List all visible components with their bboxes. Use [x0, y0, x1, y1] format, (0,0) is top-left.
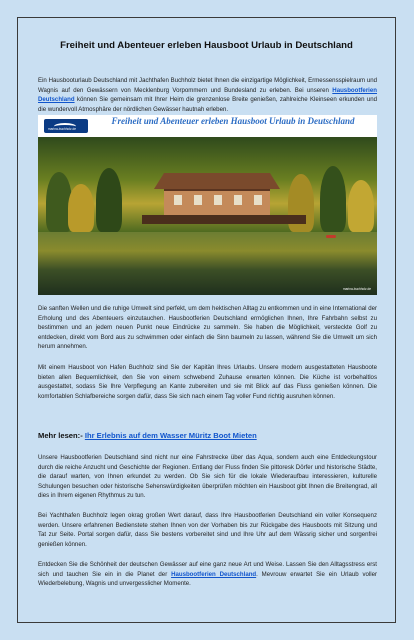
tree	[348, 180, 374, 232]
image-banner	[38, 115, 377, 137]
hausbootferien-link-2[interactable]: Hausbootferien Deutschland	[171, 570, 257, 578]
tree	[320, 166, 346, 232]
paragraph-3: Mit einem Hausboot von Hafen Buchholz sind Sie der Kapitän Ihres Urlaubs. Unsere modern ausgestatteten Hausboote bieten allen Bequemlichkeit, den Sie von einem schwebend Zuhause erwarten können. Die Küche ist vorbehaltlos ausgestattet, sodass Sie Ihre Verpflegung an Kante zubereiten und sie mit Blick auf das Fluss genießen können. Die komfortablen Schlafbereiche sorgen dafür, dass Sie sich nach einem Tag voller Fund richtig ausruhen können.	[38, 364, 377, 400]
read-more-link[interactable]: Ihr Erlebnis auf dem Wasser Müritz Boot Mieten	[84, 431, 257, 440]
tree	[68, 184, 94, 232]
image-caption: marina-buchholz.de	[343, 287, 371, 291]
paragraph-4: Unsere Hausbootferien Deutschland sind nicht nur eine Fahrstrecke über das Aqua, sondern auch eine Entdeckungstour durch die reiche Anzucht und Geschichte der Regionen. Entlang der Fluss finden Sie pittoresk Dörfer und historische Städte, die darauf warten, von Ihnen erkundet zu werden. Ob Sie sich für die lokale Wiederaufbau interessieren, kulturelle Schulungen besuchen oder historische Sehenswürdigkeiten überprüfen möchten ein Hausboot gibt Ihnen die Breitengrad, all dies in Ihrem eigenen Rhythmus zu tun.	[38, 454, 377, 500]
window	[234, 195, 242, 205]
paragraph-2: Die sanften Wellen und die ruhige Umwelt sind perfekt, um dem hektischen Alltag zu entkommen und in eine International der Erholung und des Abenteuers einzutauchen. Hausbootferien Deutschland ermöglichen Ihnen, Ihre Fahrbahn selbst zu bestimmen und an jedem neuen Punkt neue Eindrücke zu sammeln. Sie haben die Möglichkeit, versteckte Golf zu entdecken, direkt vom Bord aus zu schwimmen oder einfach die Sinn baumeln zu lassen, während Sie die Umwelt um sich herum annehmen.	[38, 305, 377, 351]
para6-text-after: . Mevrouw erwartet Sie ein Urlaub voller Wiederbelebung, Wagnis und unvergesslicher Momente.	[38, 570, 378, 588]
hero-image	[38, 115, 377, 295]
page-title: Freiheit und Abenteuer erleben Hausboot Urlaub in Deutschland	[60, 40, 353, 51]
window	[174, 195, 182, 205]
window	[214, 195, 222, 205]
houseboat-deck	[142, 215, 306, 224]
paragraph-6	[38, 560, 377, 589]
tree	[96, 168, 122, 232]
intro-text-after: können Sie gemeinsam mit Ihrer Heim die grenzenlose Breite genießen, zahlreiche Kleinseen erkunden und die wundervoll Atmosphäre der nördlichen Gewässer hautnah erleben.	[38, 96, 377, 113]
marina-logo	[44, 119, 88, 133]
window	[254, 195, 262, 205]
para6-text-before: Entdecken Sie die Schönheit der deutschen Gewässer auf eine ganz neue Art und Weise. Lassen Sie den Alltagsstress erst sich und tauchen Sie ein in die Planet der	[38, 561, 377, 578]
read-more	[38, 431, 257, 440]
window	[194, 195, 202, 205]
read-more-label: Mehr lesen:-	[38, 431, 85, 440]
houseboat-roof	[154, 173, 280, 189]
document-page	[17, 17, 396, 623]
paragraph-5: Bei Yachthafen Buchholz legen okrag großen Wert darauf, dass Ihre Hausbootferien Deutschland ein voller Konsequenz werden. Unsere erfahrenen Bedienstete stehen Ihnen von der Vorhaben bis zur Rückgabe des Hausboots mit Sitzung und Tat zur Seite. Portal sorgen dafür, dass Sie bestens vorbereitet sind und Ihre Uhr auf dem Wässrig sicher und sorgenfrei genießen können.	[38, 512, 377, 548]
hausbootferien-link[interactable]: Hausbootferien Deutschland	[38, 86, 377, 104]
small-boat	[326, 235, 336, 238]
banner-title: Freiheit und Abenteuer erleben Hausboot Urlaub in Deutschland	[111, 116, 355, 126]
intro-text-before: Ein Hausbooturlaub Deutschland mit Jachthafen Buchholz bietet Ihnen die einzigartige Möglichkeit, Ermessensspielraum und Wagnis auf den Gewässern von Mecklenburg Vorpommern und Bundesland zu erleben. Bei unseren	[38, 77, 377, 94]
lake	[38, 232, 377, 295]
logo-text: marina-buchholz.de	[48, 127, 76, 131]
intro-paragraph	[38, 76, 377, 114]
